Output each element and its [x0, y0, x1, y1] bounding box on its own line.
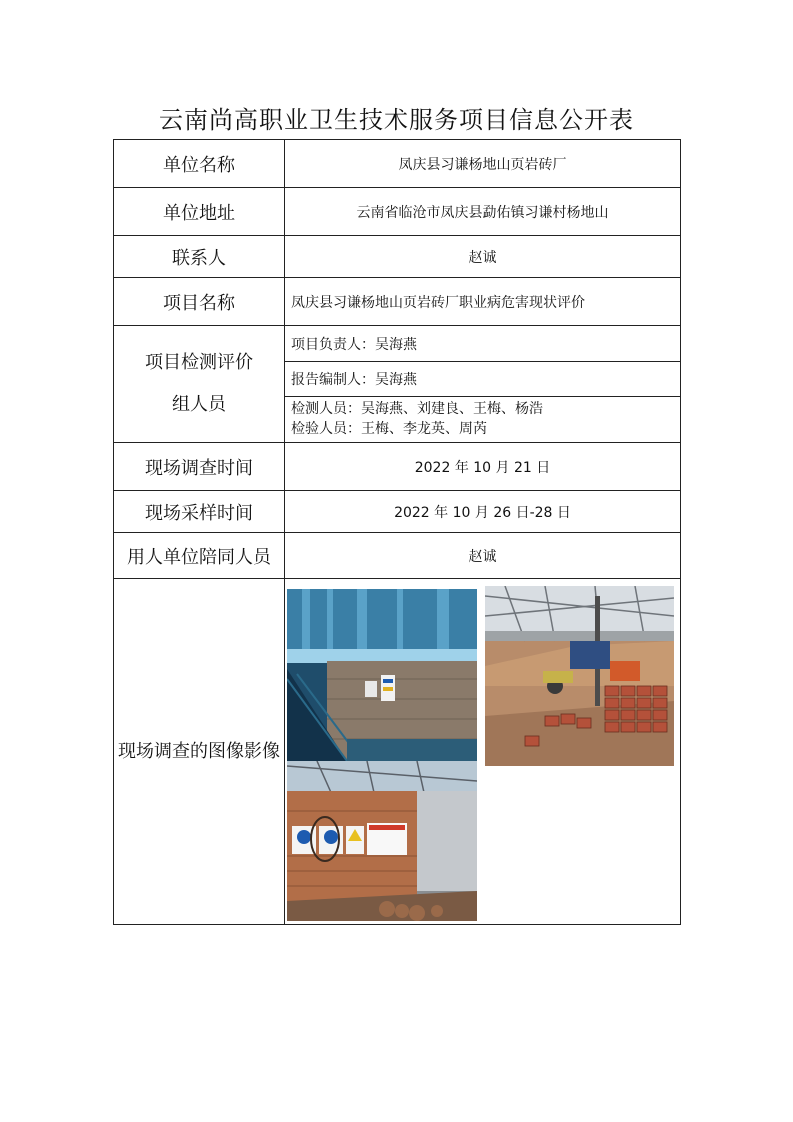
row-personnel [114, 326, 681, 443]
unit-address-label: 单位地址 [114, 188, 285, 236]
unit-name-value: 凤庆县习谦杨地山页岩砖厂 [285, 140, 681, 188]
row-unit-name [114, 140, 681, 188]
row-contact [114, 236, 681, 278]
escort-label: 用人单位陪同人员 [114, 533, 285, 579]
contact-value: 赵诚 [285, 236, 681, 278]
inspectors: 检验人员：王梅、李龙英、周芮 [291, 421, 487, 437]
project-leader: 项目负责人：吴海燕 [291, 337, 417, 353]
row-escort [114, 533, 681, 579]
survey-time-label: 现场调查时间 [114, 443, 285, 491]
unit-name-label: 单位名称 [114, 140, 285, 188]
outdoor-brick-yard-photo [485, 586, 674, 766]
testers: 检测人员：吴海燕、刘建良、王梅、杨浩 [291, 401, 543, 417]
row-unit-address [114, 188, 681, 236]
row-survey-time [114, 443, 681, 491]
personnel-label-line2: 组人员 [172, 394, 226, 415]
project-name-value: 凤庆县习谦杨地山页岩砖厂职业病危害现状评价 [285, 278, 681, 326]
survey-time-value: 2022 年 10 月 21 日 [285, 443, 681, 491]
page-title: 云南尚高职业卫生技术服务项目信息公开表 [159, 106, 634, 134]
personnel-label [114, 326, 285, 443]
row-project-name [114, 278, 681, 326]
row-sampling-time [114, 491, 681, 533]
project-name-label: 项目名称 [114, 278, 285, 326]
kiln-warning-signs-photo [287, 761, 477, 921]
row-images [114, 579, 681, 925]
photos-cell [285, 579, 681, 925]
contact-label: 联系人 [114, 236, 285, 278]
sampling-time-value: 2022 年 10 月 26 日-28 日 [285, 491, 681, 533]
personnel-values [285, 326, 681, 443]
testing-staff [285, 396, 680, 441]
report-writer: 报告编制人：吴海燕 [285, 361, 680, 396]
images-label: 现场调查的图像影像 [114, 579, 285, 925]
info-table [113, 139, 681, 925]
unit-address-value: 云南省临沧市凤庆县勐佑镇习谦村杨地山 [285, 188, 681, 236]
factory-interior-photo [287, 589, 477, 761]
sampling-time-label: 现场采样时间 [114, 491, 285, 533]
escort-value: 赵诚 [285, 533, 681, 579]
personnel-label-line1: 项目检测评价 [145, 352, 253, 373]
